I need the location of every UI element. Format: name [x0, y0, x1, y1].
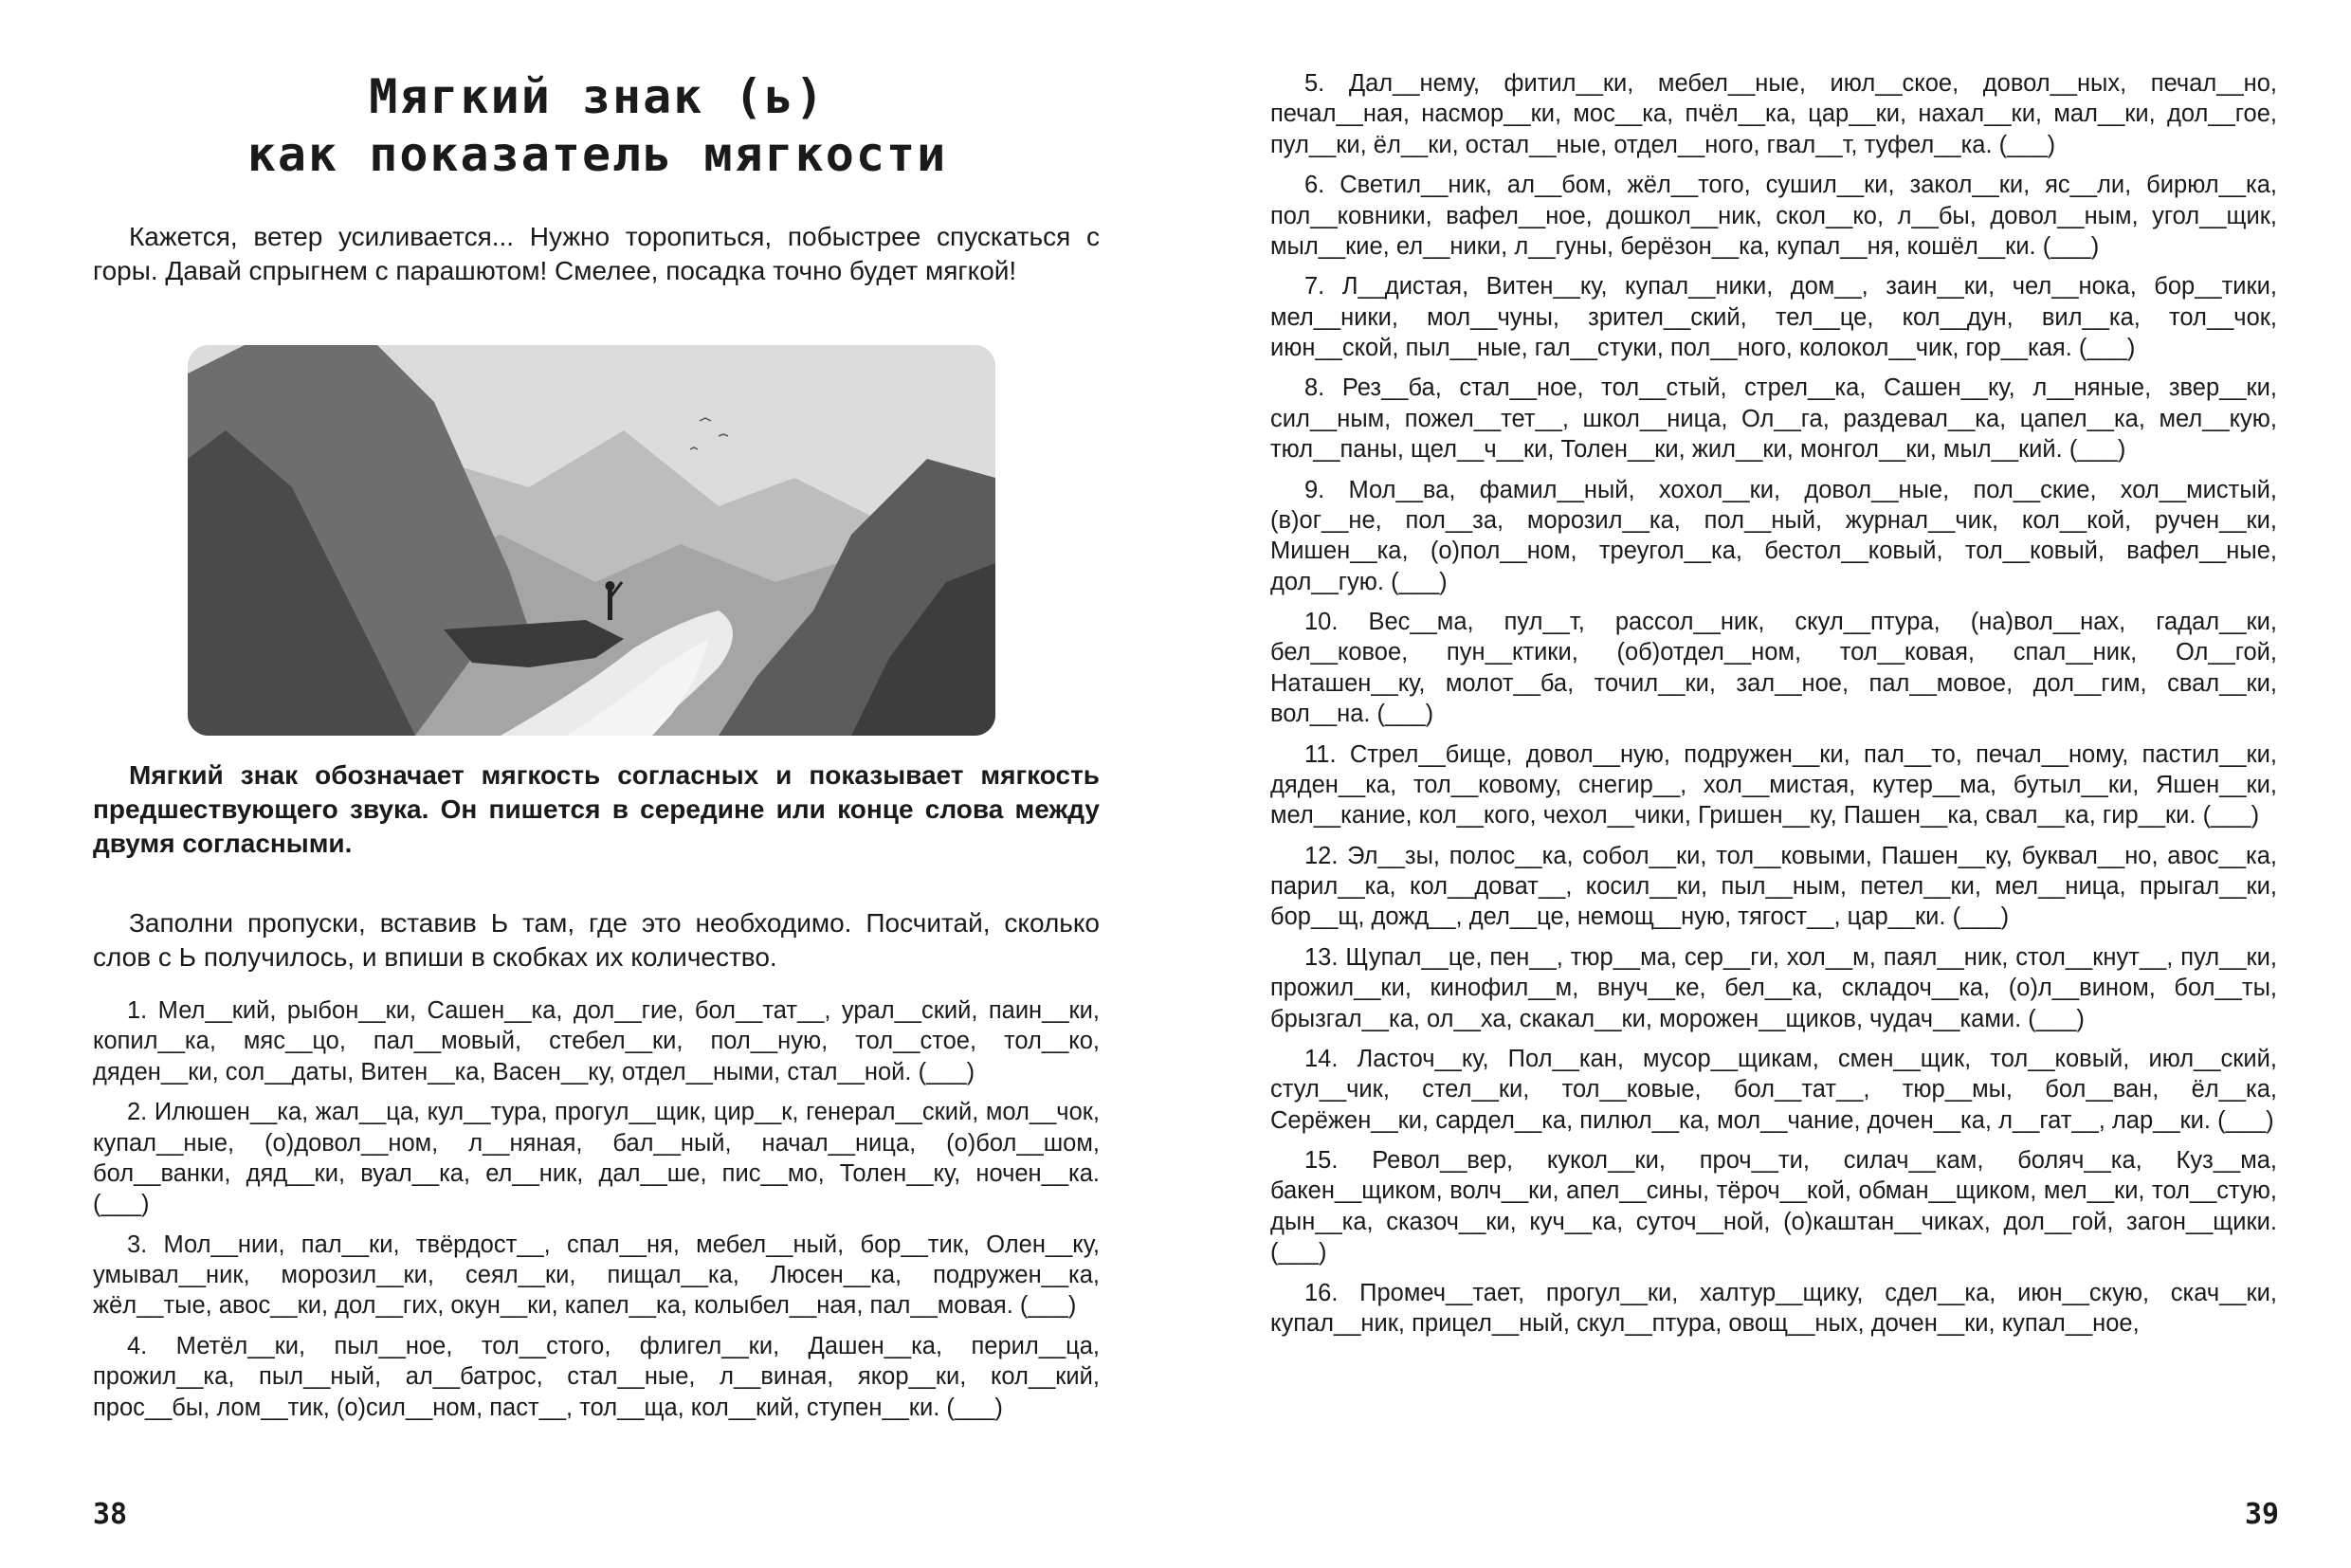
- title-line-2: как показатель мягкости: [246, 127, 948, 182]
- exercise-3: 3. Мол__нии, пал__ки, твёрдост__, спал__ня, мебел__ный, бор__тик, Олен__ку, умывал__ник, морозил__ки, сеял__ки, пищал__ка, Люсен__ка, подружен__ка, жёл__тые, авос__ки, дол__гих, окун__ки, капел__ка, колыбел__ная, пал__мовая. (___): [93, 1231, 1100, 1320]
- page-number-right: 39: [2245, 1498, 2280, 1531]
- mountain-illustration: [188, 345, 995, 736]
- exercise-9: 9. Мол__ва, фамил__ный, хохол__ки, довол__ные, пол__ские, хол__мистый, (в)ог__не, пол__за, морозил__ка, пол__ный, журнал__чик, кол__кой, ручен__ки, Мишен__ка, (о)пол__ном, треугол__ка, бестол__ковый, тол__ковый, вафел__ные, дол__гую. (___): [1270, 476, 2277, 595]
- exercise-8: 8. Рез__ба, стал__ное, тол__стый, стрел__ка, Сашен__ку, л__няные, звер__ки, сил__ным, пожел__тет__, школ__ница, Ол__га, раздевал__ка, цапел__ка, мел__кую, тюл__паны, щел__ч__ки, Толен__ки, жил__ки, монгол__ки, мыл__кий. (___): [1270, 374, 2277, 464]
- exercise-1: 1. Мел__кий, рыбон__ки, Сашен__ка, дол__гие, бол__тат__, урал__ский, паин__ки, копил__ка, мяс__цо, пал__мовый, стебел__ки, пол__ную, тол__стое, тол__ко, дяден__ки, сол__даты, Витен__ка, Васен__ку, отдел__ными, стал__ной. (___): [93, 997, 1100, 1085]
- page-number-left: 38: [93, 1498, 128, 1531]
- exercise-7: 7. Л__дистая, Витен__ку, купал__ники, дом__, заин__ки, чел__нока, бор__тики, мел__ники, мол__чуны, зрител__ский, тел__це, кол__дун, вил__ка, тол__чок, июн__ской, пыл__ные, гал__стуки, пол__ного, колокол__чик, гор__кая. (___): [1270, 273, 2277, 361]
- page-title: [95, 68, 1100, 184]
- task-text: Заполни пропуски, вставив Ь там, где это необходимо. Посчитай, сколько слов с Ь получилось, и впиши в скобках их количество.: [93, 908, 1100, 972]
- task-paragraph: [93, 906, 1100, 975]
- exercise-13: 13. Щупал__це, пен__, тюр__ма, сер__ги, хол__м, паял__ник, стол__кнут__, пул__ки, прожил__ки, кинофил__м, внуч__ке, бел__ка, складоч__ка, (о)л__вином, бол__ты, брызгал__ка, ол__ха, скакал__ки, морожен__щиков, чудач__ками. (___): [1270, 943, 2277, 1032]
- exercise-2: 2. Илюшен__ка, жал__ца, кул__тура, прогул__щик, цир__к, генерал__ский, мол__чок, купал__ные, (о)довол__ном, л__няная, бал__ный, начал__ница, (о)бол__шом, бол__ванки, дяд__ки, вуал__ка, ел__ник, дал__ше, пис__мо, Толен__ку, ночен__ка. (___): [93, 1099, 1100, 1218]
- exercise-14: 14. Ласточ__ку, Пол__кан, мусор__щикам, смен__щик, тол__ковый, июл__ский, стул__чик, стел__ки, тол__ковые, бол__тат__, тюр__мы, бол__ван, ёл__ка, Серёжен__ки, сардел__ка, пилюл__ка, мол__чание, дочен__ка, л__гат__, лар__ки. (___): [1270, 1045, 2277, 1134]
- rule-paragraph: [93, 758, 1100, 860]
- title-line-1: Мягкий знак (ь): [369, 69, 826, 124]
- exercise-4: 4. Метёл__ки, пыл__ное, тол__стого, флигел__ки, Дашен__ка, перил__ца, прожил__ка, пыл__ный, ал__батрос, стал__ные, л__виная, якор__ки, кол__кий, прос__бы, лом__тик, (о)сил__ном, паст__, тол__ща, кол__кий, ступен__ки. (___): [93, 1332, 1100, 1421]
- exercise-16: 16. Промеч__тает, прогул__ки, халтур__щику, сдел__ка, июн__скую, скач__ки, купал__ник, прицел__ный, скул__птура, овощ__ных, дочен__ки, купал__ное,: [1270, 1279, 2277, 1337]
- exercise-15: 15. Револ__вер, кукол__ки, проч__ти, силач__кам, боляч__ка, Куз__ма, бакен__щиком, волч__ки, апел__сины, тёроч__кой, обман__щиком, мел__ки, тол__стую, дын__ка, сказоч__ки, куч__ка, суточ__ной, (о)каштан__чиках, дол__гой, загон__щики. (___): [1270, 1147, 2277, 1267]
- intro-paragraph: [93, 220, 1100, 288]
- exercise-6: 6. Светил__ник, ал__бом, жёл__того, сушил__ки, закол__ки, яс__ли, бирюл__ка, пол__ковники, вафел__ное, дошкол__ник, скол__ко, л__бы, довол__ным, угол__щик, мыл__кие, ел__ники, л__гуны, берёзон__ка, купал__ня, кошёл__ки. (___): [1270, 172, 2277, 260]
- rule-text: Мягкий знак обозначает мягкость согласных и показывает мягкость предшествующего звука. Он пишется в середине или конце слова между двумя согласными.: [93, 760, 1100, 858]
- exercise-12: 12. Эл__зы, полос__ка, собол__ки, тол__ковыми, Пашен__ку, буквал__но, авос__ка, парил__ка, кол__доват__, косил__ки, пыл__ным, петел__ки, мел__ница, прыгал__ки, бор__щ, дожд__, дел__це, немощ__ную, тягост__, цар__ки. (___): [1270, 842, 2277, 931]
- intro-text: Кажется, ветер усиливается... Нужно торопиться, побыстрее спускаться с горы. Давай спрыгнем с парашютом! Смелее, посадка точно будет мягкой!: [93, 222, 1100, 285]
- exercise-list-left: [93, 995, 1100, 1432]
- exercise-11: 11. Стрел__бище, довол__ную, подружен__ки, пал__то, печал__ному, пастил__ки, дяден__ка, тол__ковому, снегир__, хол__мистая, кутер__ма, бутыл__ки, Яшен__ки, мел__кание, кол__кого, чехол__чики, Гришен__ку, Пашен__ка, свал__ка, гир__ки. (___): [1270, 740, 2277, 830]
- right-page: [1176, 0, 2351, 1568]
- exercise-list-right: [1270, 68, 2277, 1348]
- mountain-landscape-image: [188, 345, 995, 736]
- exercise-5: 5. Дал__нему, фитил__ки, мебел__ные, июл__ское, довол__ных, печал__но, печал__ная, насмор__ки, мос__ка, пчёл__ка, цар__ки, нахал__ки, мал__ки, дол__гое, пул__ки, ёл__ки, остал__ные, отдел__ного, гвал__т, туфел__ка. (___): [1270, 70, 2277, 158]
- exercise-10: 10. Вес__ма, пул__т, рассол__ник, скул__птура, (на)вол__нах, гадал__ки, бел__ковое, пун__ктики, (об)отдел__ном, тол__ковая, спал__ник, Ол__гой, Наташен__ку, молот__ба, точил__ки, зал__ное, пал__мовое, дол__гим, свал__ки, вол__на. (___): [1270, 609, 2277, 728]
